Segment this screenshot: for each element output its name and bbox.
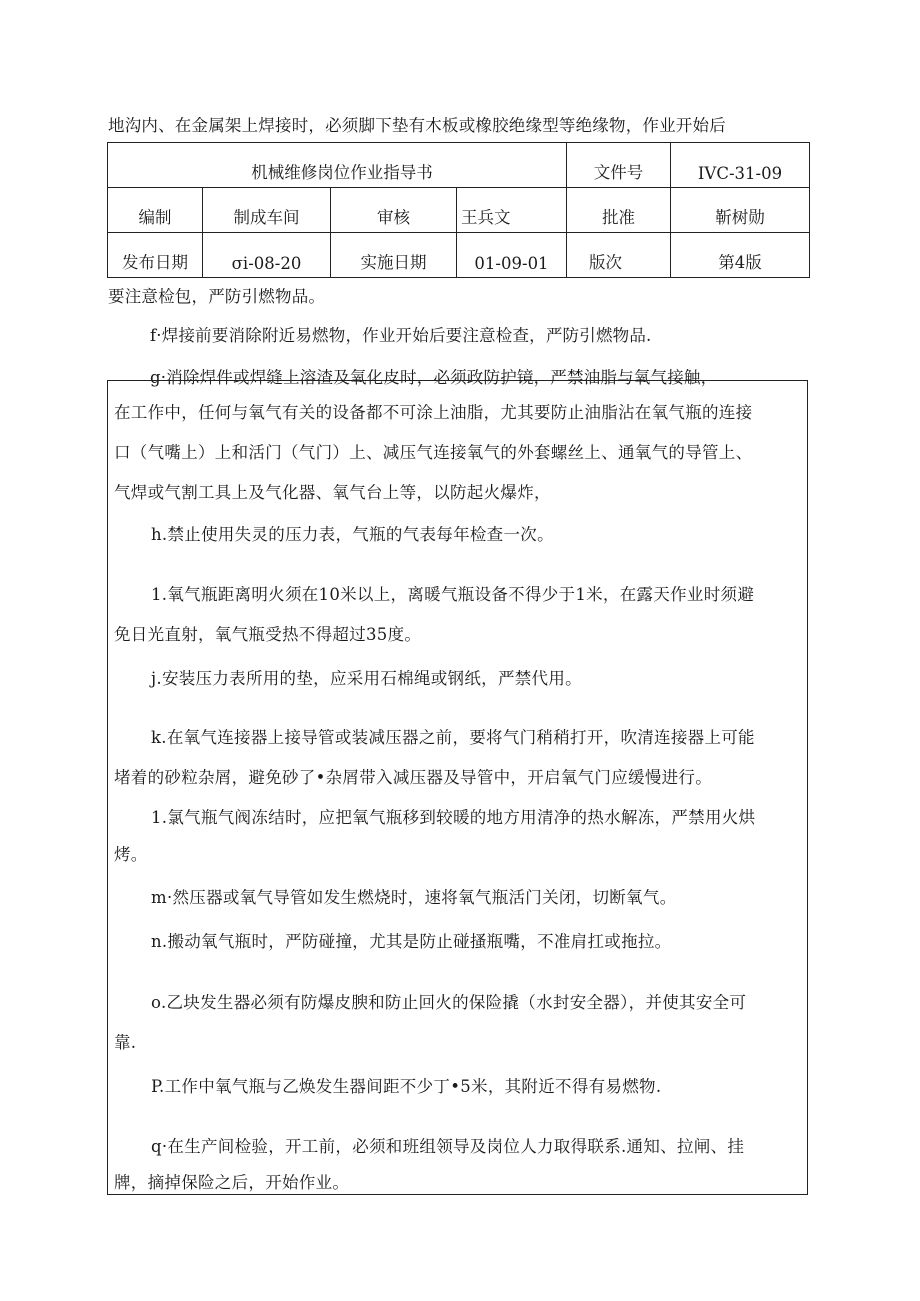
- item-n: n.搬动氧气瓶时，严防碰撞，尤其是防止碰搔瓶嘴，不准肩扛或拖拉。: [151, 932, 672, 951]
- item-l-line-1: 1.氯气瓶气阀冻结时，应把氧气瓶移到较暖的地方用清净的热水解冻，严禁用火烘: [151, 808, 756, 827]
- effective-date-label: 实施日期: [331, 233, 457, 278]
- item-m: m·然压器或氧气导管如发生燃烧时，速将氧气瓶活门关闭，切断氧气。: [151, 888, 677, 907]
- version-value: 第4版: [671, 233, 810, 278]
- item-q-line-2: 牌，摘掉保险之后，开始作业。: [114, 1173, 350, 1192]
- compiled-label: 编制: [108, 188, 203, 233]
- item-h: h.禁止使用失灵的压力表，气瓶的气表每年检查一次。: [151, 525, 554, 544]
- review-value: 王兵文: [457, 188, 567, 233]
- item-g-cont-2: 口（气嘴上）上和活门（气门）上、减压气连接氧气的外套螺丝上、通氧气的导管上、: [114, 443, 753, 462]
- item-k-line-2: 堵着的砂粒杂屑，避免砂了•杂屑带入减压器及导管中，开启氧气门应缓慢进行。: [114, 768, 713, 787]
- release-date-label: 发布日期: [108, 233, 203, 278]
- item-g-cont-1: 在工作中，任何与氧气有关的设备都不可涂上油脂，尤其要防止油脂沾在氧气瓶的连接: [114, 403, 753, 422]
- compiled-value: 制成车间: [203, 188, 331, 233]
- item-i-line-1: 1.氧气瓶距离明火须在10米以上，离暖气瓶设备不得少于1米，在露天作业时须避: [151, 585, 755, 604]
- item-j: j.安装压力表所用的垫，应采用石棉绳或钢纸，严禁代用。: [151, 669, 582, 688]
- item-l-line-2: 烤。: [114, 845, 148, 864]
- item-g-cont-3: 气焊或气割工具上及气化器、氧气台上等，以防起火爆炸，: [114, 483, 551, 502]
- item-o-line-1: o.乙块发生器必须有防爆皮腴和防止回火的保险撬（水封安全器），并使其安全可: [151, 993, 747, 1012]
- item-i-line-2: 免日光直射，氧气瓶受热不得超过35度。: [114, 625, 422, 644]
- header-table: [107, 142, 810, 278]
- continued-text-line: 要注意检包，严防引燃物品。: [108, 287, 326, 306]
- item-k-line-1: k.在氧气连接器上接导管或装减压器之前，要将气门稍稍打开，吹清连接器上可能: [151, 728, 755, 747]
- item-f: f·焊接前要消除附近易燃物，作业开始后要注意检查，严防引燃物品.: [150, 326, 652, 345]
- effective-date-value: 01-09-01: [457, 233, 567, 278]
- item-o-line-2: 靠.: [114, 1033, 137, 1052]
- item-p: P.工作中氧气瓶与乙焕发生器间距不少丁•5米，其附近不得有易燃物.: [151, 1077, 662, 1096]
- doc-title: 机械维修岗位作业指导书: [108, 143, 567, 188]
- doc-no-value: IVC-31-09: [671, 143, 810, 188]
- item-q-line-1: q·在生产间检验，开工前，必须和班组领导及岗位人力取得联系.通知、拉闸、挂: [151, 1137, 745, 1156]
- approve-label: 批准: [567, 188, 671, 233]
- version-label: 版次: [567, 233, 671, 278]
- content-box: [107, 380, 808, 1195]
- approve-value: 靳树勋: [671, 188, 810, 233]
- item-g: g·消除焊件或焊缝上溶渣及氧化皮时，必须政防护镜，严禁油脂与氧气接触，: [150, 368, 718, 387]
- top-text-line: 地沟内、在金属架上焊接时，必须脚下垫有木板或橡胶绝缘型等绝缘物，作业开始后: [108, 116, 726, 135]
- release-date-value: σi-08-20: [203, 233, 331, 278]
- doc-no-label: 文件号: [567, 143, 671, 188]
- review-label: 审核: [331, 188, 457, 233]
